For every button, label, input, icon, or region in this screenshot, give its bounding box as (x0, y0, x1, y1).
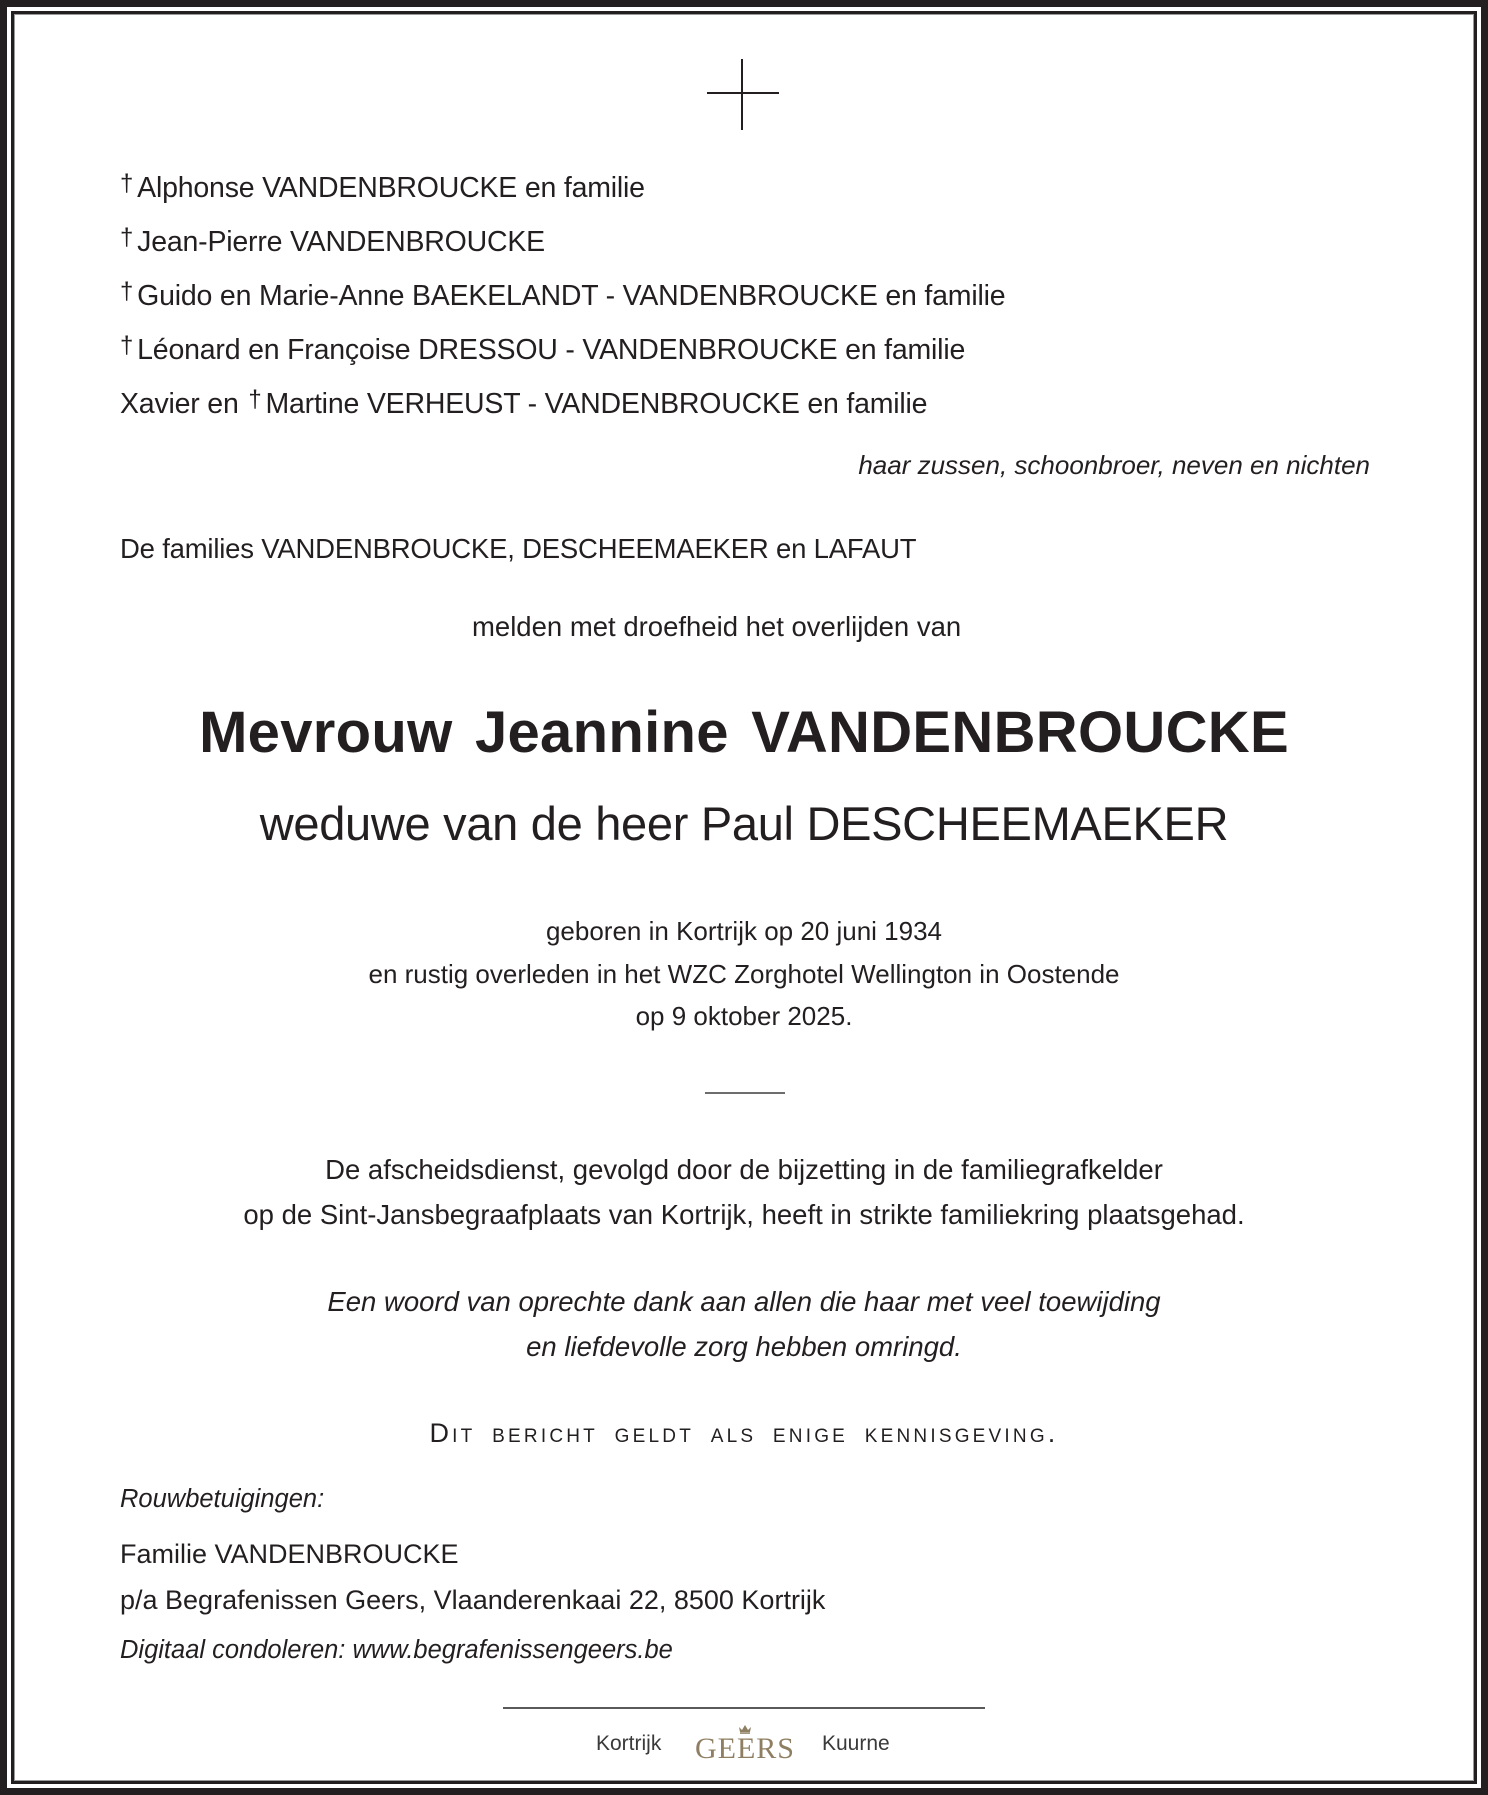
family-line-5: Xavier en † Martine VERHEUST - VANDENBROUCKE en familie (120, 386, 928, 420)
thanks-line-2: en liefdevolle zorg hebben omringd. (526, 1331, 962, 1362)
dagger-icon: † (248, 386, 262, 413)
death-line: en rustig overleden in het WZC Zorghotel Wellington in Oostende (368, 959, 1120, 989)
section-divider (705, 1092, 785, 1094)
family-line-1: † Alphonse VANDENBROUCKE en familie (120, 170, 645, 204)
relation-note: haar zussen, schoonbroer, neven en nichten (858, 450, 1370, 480)
dagger-icon: † (120, 332, 134, 359)
death-date-line: op 9 oktober 2025. (635, 1001, 853, 1031)
announce-line: melden met droefheid het overlijden van (472, 611, 962, 642)
thanks-line-1: Een woord van oprechte dank aan allen die haar met veel toewijding (327, 1286, 1161, 1317)
family-line-4: † Léonard en Françoise DRESSOU - VANDENBROUCKE en familie (120, 332, 966, 366)
dagger-icon: † (120, 170, 134, 197)
condolences-address: p/a Begrafenissen Geers, Vlaanderenkaai 22, 8500 Kortrijk (120, 1585, 826, 1615)
dagger-icon: † (120, 224, 134, 251)
digital-condolence-link[interactable]: Digitaal condoleren: www.begrafenissengeers.be (120, 1636, 673, 1664)
family-line-3: † Guido en Marie-Anne BAEKELANDT - VANDENBROUCKE en familie (120, 278, 1006, 312)
logo-text: GEERS (694, 1732, 795, 1765)
condolences-addressee: Familie VANDENBROUCKE (120, 1539, 459, 1569)
footer-city-right: Kuurne (822, 1732, 890, 1755)
dagger-icon: † (120, 278, 134, 305)
footer-rule (503, 1707, 985, 1709)
widow-of-line: weduwe van de heer Paul DESCHEEMAEKER (259, 797, 1229, 850)
service-line-2: op de Sint-Jansbegraafplaats van Kortrijk, heeft in strikte familiekring plaatsgehad. (243, 1199, 1245, 1230)
condolences-label: Rouwbetuigingen: (120, 1485, 325, 1513)
deceased-name: Mevrouw Jeannine VANDENBROUCKE (199, 700, 1289, 765)
notice-line: Dit bericht geldt als enige kennisgeving. (429, 1418, 1059, 1448)
family-line-2: † Jean-Pierre VANDENBROUCKE (120, 224, 545, 258)
birth-line: geboren in Kortrijk op 20 juni 1934 (545, 916, 943, 946)
inner-frame (11, 11, 1477, 1784)
footer-city-left: Kortrijk (596, 1732, 662, 1755)
geers-logo (694, 1728, 796, 1764)
families-line: De families VANDENBROUCKE, DESCHEEMAEKER en LAFAUT (120, 533, 917, 564)
service-line-1: De afscheidsdienst, gevolgd door de bijzetting in de familiegrafkelder (325, 1154, 1163, 1185)
